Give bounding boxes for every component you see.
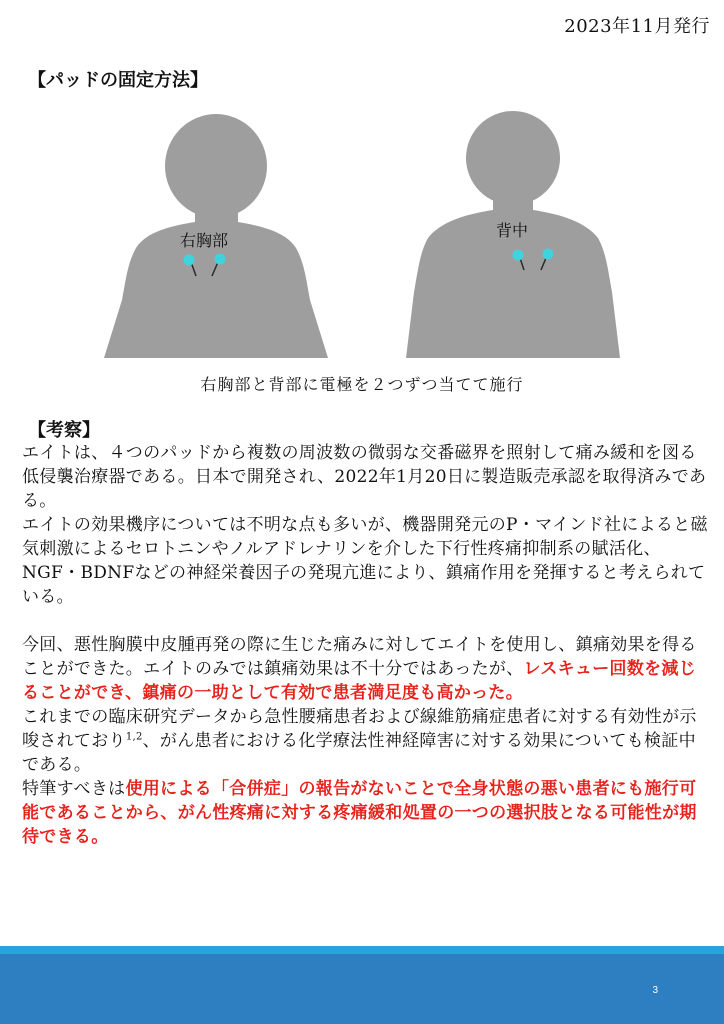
evidence-text-before: これまでの臨床研究データから急性腰痛患者および線維筋痛症患者に対する有効性が示唆されており: [22, 707, 697, 751]
paragraph-conclusion: [22, 777, 712, 849]
footer-band: [0, 954, 724, 1024]
paragraph-case-result: [22, 633, 712, 705]
conclusion-text: 特筆すべきは: [22, 779, 126, 799]
pad-placement-figure: [0, 100, 724, 400]
chest-figure: [104, 114, 328, 358]
pad-placement-illustration: [0, 100, 724, 370]
paragraph-mechanism: エイトの効果機序については不明な点も多いが、機器開発元のP・マインド社によると磁気刺激によるセロトニンやノルアドレナリンを介した下行性疼痛抑制系の賦活化、NGF・BDNFなどの神経栄養因子の発現亢進により、鎮痛作用を発揮すると考えられている。: [22, 515, 708, 607]
electrode-pad: [215, 254, 226, 265]
chest-label: 右胸部: [179, 231, 229, 250]
citation-superscript: 1,2: [125, 731, 143, 743]
page-number: 3: [652, 985, 658, 996]
case-result-text: 今回、悪性胸膜中皮腫再発の際に生じた痛みに対してエイトを使用し、鎮痛効果を得ることができた。エイトのみでは鎮痛効果は不十分ではあったが、: [22, 635, 697, 679]
conclusion-highlight: 使用による「合併症」の報告がないことで全身状態の悪い患者にも施行可能であることから、がん性疼痛に対する疼痛緩和処置の一つの選択肢となる可能性が期待できる。: [22, 779, 697, 847]
electrode-pad: [543, 249, 554, 260]
discussion-heading: 【考察】: [28, 420, 100, 441]
footer-accent-stripe: [0, 946, 724, 954]
pad-fixation-heading: 【パッドの固定方法】: [28, 70, 208, 91]
chest-figure-head: [165, 114, 267, 218]
discussion-body: [22, 441, 712, 849]
case-result-highlight: レスキュー回数を減じることができ、鎮痛の一助として有効で患者満足度も高かった。: [22, 659, 697, 703]
back-figure-head: [466, 111, 560, 205]
paragraph-device-overview: エイトは、４つのパッドから複数の周波数の微弱な交番磁界を照射して痛み緩和を図る低侵襲治療器である。日本で開発され、2022年1月20日に製造販売承認を取得済みである。: [22, 443, 707, 511]
back-figure: [406, 111, 620, 358]
figure-caption: 右胸部と背部に電極を２つずつ当てて施行: [200, 375, 524, 394]
electrode-pad: [513, 250, 524, 261]
issue-date: 2023年11月発行: [564, 16, 710, 37]
electrode-pad: [184, 255, 195, 266]
evidence-text-after: 、がん患者における化学療法性神経障害に対する効果についても検証中である。: [22, 731, 696, 775]
back-label: 背中: [495, 221, 529, 240]
paragraph-clinical-evidence: [22, 705, 712, 777]
